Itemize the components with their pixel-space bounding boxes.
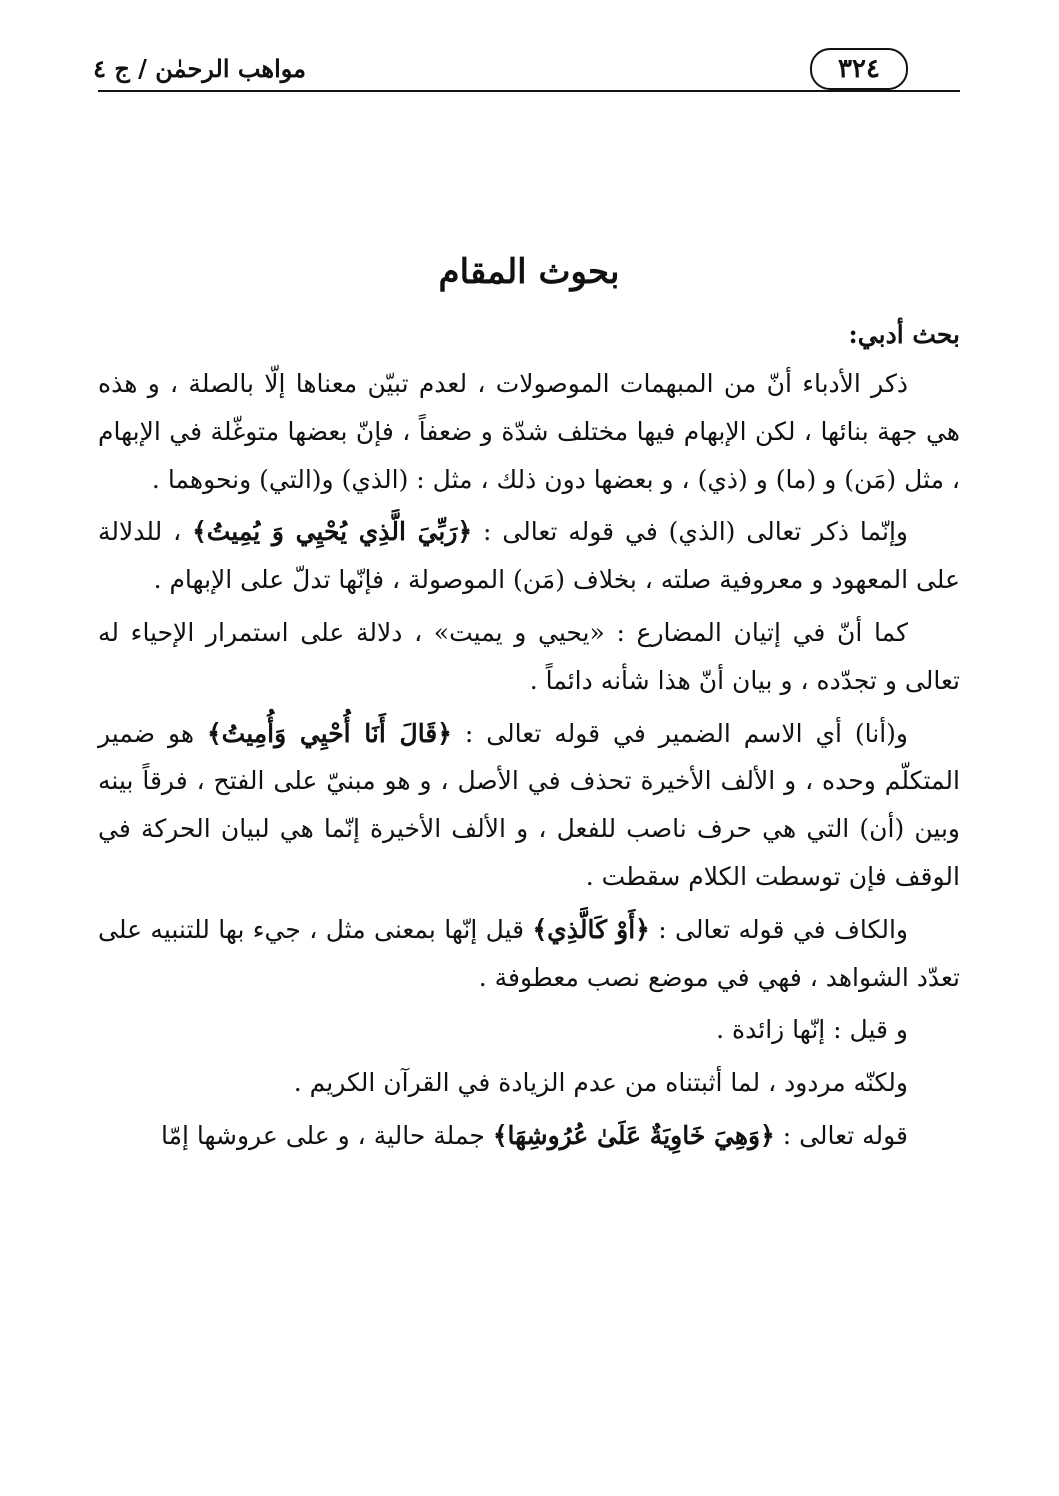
page-number: ٣٢٤ bbox=[810, 48, 908, 90]
quran-quote: ﴿أَوْ كَالَّذِي﴾ bbox=[532, 914, 650, 944]
quran-quote: ﴿رَبِّيَ الَّذِي يُحْيِي وَ يُمِيتُ﴾ bbox=[192, 517, 473, 547]
paragraph-text: كما أنّ في إتيان المضارع : «يحيي و يميت» ، دلالة على استمرار الإحياء له تعالى و تجدّده ، و بيان أنّ هذا شأنه دائماً . bbox=[98, 617, 960, 695]
paragraph bbox=[98, 710, 960, 901]
paragraph bbox=[98, 1059, 960, 1107]
quran-quote: ﴿وَهِيَ خَاوِيَةٌ عَلَىٰ عُرُوشِهَا﴾ bbox=[492, 1120, 775, 1150]
paragraph bbox=[98, 360, 960, 503]
paragraph-text: ذكر الأدباء أنّ من المبهمات الموصولات ، لعدم تبيّن معناها إلّا بالصلة ، و هذه هي جهة بنائها ، لكن الإبهام فيها مختلف شدّة و ضعفاً ، فإنّ بعضها متوغّلة في الإبهام ، مثل (مَن) و (ما) و (ذي) ، و بعضها دون ذلك ، مثل : (الذي) و(التي) ونحوهما . bbox=[98, 369, 960, 494]
paragraph-text: وإنّما ذكر تعالى (الذي) في قوله تعالى : bbox=[472, 517, 908, 547]
quran-quote: ﴿قَالَ أَنَا أُحْيِي وَأُمِيتُ﴾ bbox=[207, 718, 452, 748]
paragraph-text: و(أنا) أي الاسم الضمير في قوله تعالى : bbox=[451, 718, 908, 748]
paragraph-text: قوله تعالى : bbox=[774, 1120, 908, 1150]
paragraph-text: و قيل : إنّها زائدة . bbox=[716, 1015, 908, 1045]
header-rule bbox=[98, 90, 960, 92]
paragraph bbox=[98, 609, 960, 705]
paragraph-text: ، للدلالة على المعهود و معروفية صلته ، بخلاف (مَن) الموصولة ، فإنّها تدلّ على الإبهام . bbox=[98, 517, 960, 595]
paragraph-text: ولكنّه مردود ، لما أثبتناه من عدم الزيادة في القرآن الكريم . bbox=[293, 1068, 908, 1098]
paragraph-text: جملة حالية ، و على عروشها إمّا bbox=[160, 1120, 493, 1150]
paragraph bbox=[98, 1006, 960, 1054]
paragraph bbox=[98, 1112, 960, 1160]
section-title: بحوث المقام bbox=[438, 252, 620, 292]
paragraph bbox=[98, 508, 960, 604]
paragraph-text: قيل إنّها بمعنى مثل ، جيء بها للتنبيه على تعدّد الشواهد ، فهي في موضع نصب معطوفة . bbox=[98, 914, 960, 992]
paragraph-text: هو ضمير المتكلّم وحده ، و الألف الأخيرة تحذف في الأصل ، و هو مبنيّ على الفتح ، فرقاً بينه وبين (أن) التي هي حرف ناصب للفعل ، و الألف الأخيرة إنّما هي لبيان الحركة في الوقف فإن توسطت الكلام سقطت . bbox=[98, 718, 960, 891]
body-text bbox=[98, 360, 960, 1165]
running-head bbox=[93, 44, 960, 92]
paragraph bbox=[98, 906, 960, 1002]
paragraph-text: والكاف في قوله تعالى : bbox=[649, 914, 908, 944]
subheading: بحث أدبي: bbox=[848, 320, 960, 349]
book-title: مواهب الرحمٰن / ج ٤ bbox=[93, 54, 306, 83]
